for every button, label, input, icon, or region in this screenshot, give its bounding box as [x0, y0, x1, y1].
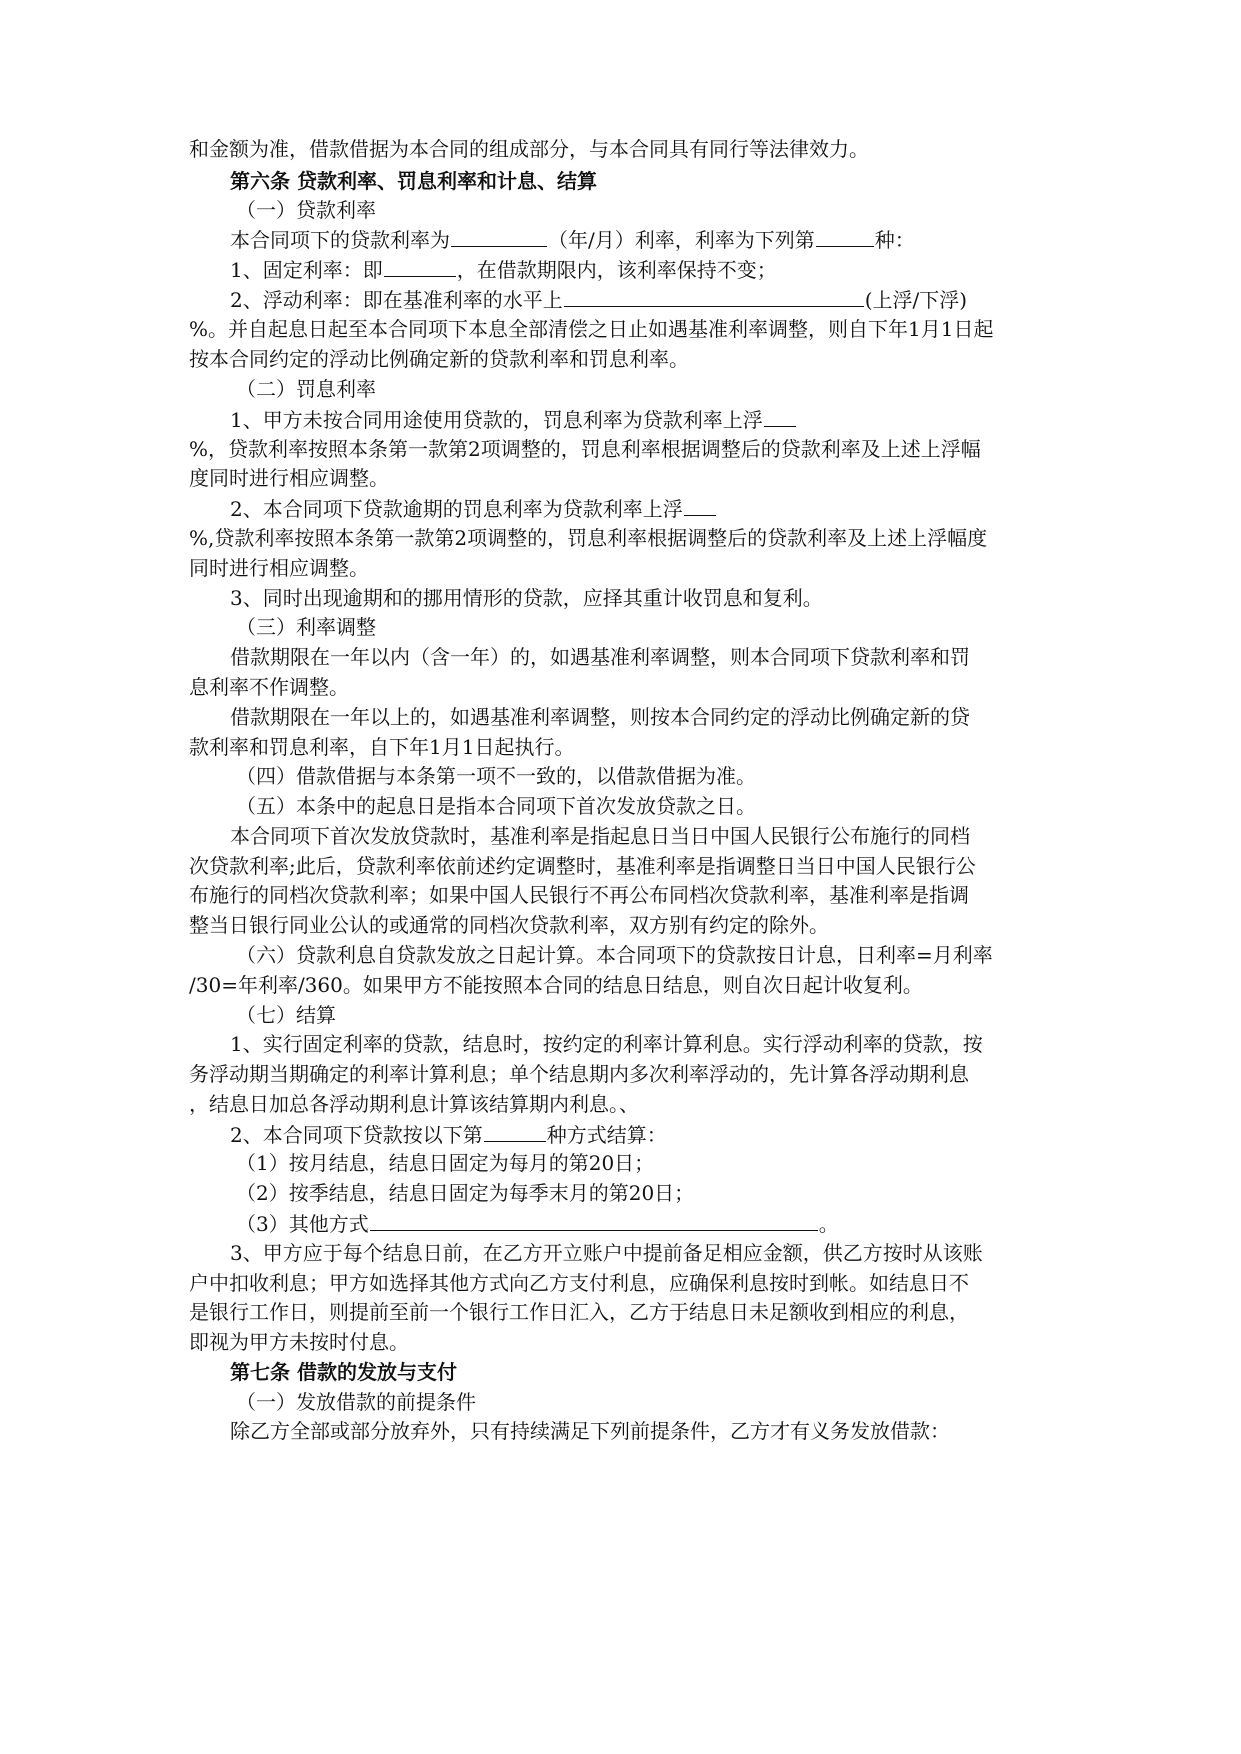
subsection-heading: （四）借款借据与本条第一项不一致的，以借款借据为准。: [236, 764, 756, 788]
list-item: （1）按月结息，结息日固定为每月的第20日；: [236, 1151, 655, 1175]
text-line: 2、本合同项下贷款按以下第 种方式结算：: [230, 1119, 667, 1149]
subsection-heading: （一）贷款利率: [236, 198, 376, 222]
text-line: 户中扣收利息；甲方如选择其他方式向乙方支付利息，应确保利息按时到帐。如结息日不: [189, 1271, 969, 1295]
text-line: 3、同时出现逾期和的挪用情形的贷款，应择其重计收罚息和复利。: [230, 586, 823, 610]
text-line: 是银行工作日，则提前至前一个银行工作日汇入，乙方于结息日未足额收到相应的利息，: [189, 1300, 969, 1324]
fill-in-blank[interactable]: [764, 404, 796, 427]
text-line: 布施行的同档次贷款利率；如果中国人民银行不再公布同档次贷款利率，基准利率是指调: [189, 883, 969, 907]
fill-in-blank[interactable]: [384, 254, 456, 277]
fill-in-blank[interactable]: [370, 1208, 818, 1231]
text-line: 2、浮动利率：即在基准利率的水平上 (上浮/下浮): [230, 284, 967, 314]
text-line: 1、甲方未按合同用途使用贷款的，罚息利率为贷款利率上浮: [230, 404, 797, 434]
text-line: %,贷款利率按照本条第一款第2项调整的，罚息利率根据调整后的贷款利率及上述上浮幅度: [189, 526, 988, 550]
text-line: %，贷款利率按照本条第一款第2项调整的，罚息利率根据调整后的贷款利率及上述上浮幅: [189, 437, 981, 461]
text-line: 借款期限在一年以上的，如遇基准利率调整，则按本合同约定的浮动比例确定新的贷: [230, 705, 970, 729]
text-line: 本合同项下的贷款利率为 （年/月）利率，利率为下列第 种：: [230, 224, 915, 254]
article-7-heading: 第七条 借款的发放与支付: [230, 1360, 457, 1384]
text-line: 借款期限在一年以内（含一年）的，如遇基准利率调整，则本合同项下贷款利率和罚: [230, 645, 970, 669]
text-line: 务浮动期当期确定的利率计算利息；单个结息期内多次利率浮动的，先计算各浮动期利息: [189, 1062, 969, 1086]
fill-in-blank[interactable]: [484, 1119, 546, 1142]
text-line: ，结息日加总各浮动期利息计算该结算期内利息。、: [189, 1092, 639, 1116]
subsection-heading: （二）罚息利率: [236, 377, 376, 401]
subsection-heading: （五）本条中的起息日是指本合同项下首次发放贷款之日。: [236, 794, 756, 818]
subsection-heading: （一）发放借款的前提条件: [236, 1390, 476, 1414]
text-line: 息利率不作调整。: [189, 675, 349, 699]
text-line: 2、本合同项下贷款逾期的罚息利率为贷款利率上浮: [230, 493, 717, 523]
text-line: 1、固定利率：即 ，在借款期限内，该利率保持不变；: [230, 254, 777, 284]
text-line: 本合同项下首次发放贷款时，基准利率是指起息日当日中国人民银行公布施行的同档: [230, 824, 970, 848]
text-line: /30=年利率/360。如果甲方不能按照本合同的结息日结息，则自次日起计收复利。: [189, 973, 923, 997]
text-line: %。并自起息日起至本合同项下本息全部清偿之日止如遇基准利率调整，则自下年1月1日起: [189, 317, 994, 341]
text-line: 同时进行相应调整。: [189, 556, 369, 580]
fill-in-blank[interactable]: [816, 224, 874, 247]
text-line: 即视为甲方未按时付息。: [189, 1330, 409, 1354]
text-line: 款利率和罚息利率，自下年1月1日起执行。: [189, 735, 575, 759]
text-line: （六）贷款利息自贷款发放之日起计算。本合同项下的贷款按日计息，日利率=月利率: [236, 943, 993, 967]
fill-in-blank[interactable]: [564, 284, 864, 307]
fill-in-blank[interactable]: [684, 493, 716, 516]
list-item: （2）按季结息，结息日固定为每季末月的第20日；: [236, 1181, 695, 1205]
text-line: 次贷款利率;此后，贷款利率依前述约定调整时，基准利率是指调整日当日中国人民银行公: [189, 854, 976, 878]
text-line: 整当日银行同业公认的或通常的同档次贷款利率，双方别有约定的除外。: [189, 913, 829, 937]
text-line: 除乙方全部或部分放弃外，只有持续满足下列前提条件，乙方才有义务发放借款：: [230, 1419, 950, 1443]
text-line: 度同时进行相应调整。: [189, 466, 389, 490]
list-item: （3）其他方式 。: [236, 1208, 839, 1238]
text-line: 3、甲方应于每个结息日前，在乙方开立账户中提前备足相应金额，供乙方按时从该账: [230, 1241, 983, 1265]
text-line: 和金额为准，借款借据为本合同的组成部分，与本合同具有同行等法律效力。: [189, 137, 869, 161]
article-6-heading: 第六条 贷款利率、罚息利率和计息、结算: [230, 169, 597, 193]
text-line: 按本合同约定的浮动比例确定新的贷款利率和罚息利率。: [189, 347, 689, 371]
subsection-heading: （七）结算: [236, 1003, 336, 1027]
fill-in-blank[interactable]: [451, 224, 547, 247]
subsection-heading: （三）利率调整: [236, 615, 376, 639]
text-line: 1、实行固定利率的贷款，结息时，按约定的利率计算利息。实行浮动利率的贷款，按: [230, 1032, 983, 1056]
